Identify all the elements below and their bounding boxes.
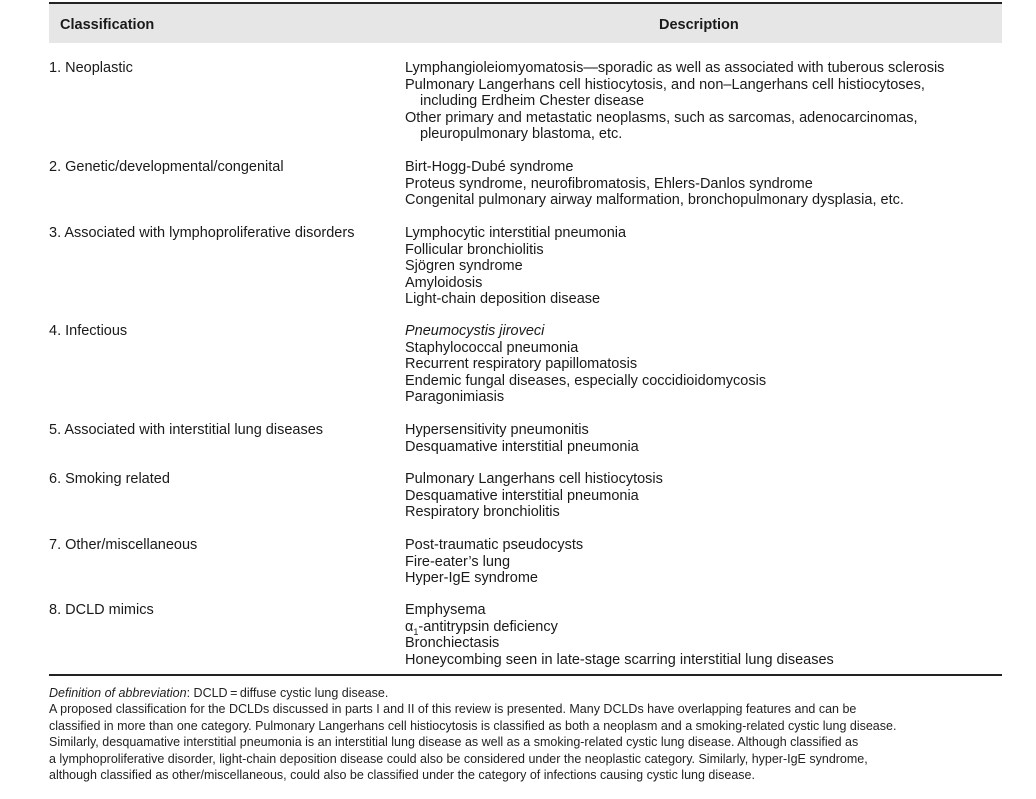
description-line: Other primary and metastatic neoplasms, such as sarcomas, adenocarcinomas, bbox=[405, 109, 918, 126]
description-line: Paragonimiasis bbox=[405, 389, 505, 405]
description-line: Recurrent respiratory papillomatosis bbox=[405, 356, 638, 372]
classification-table bbox=[49, 2, 1002, 676]
description-line bbox=[405, 619, 1005, 636]
description-line: Pulmonary Langerhans cell histiocytosis bbox=[405, 471, 663, 487]
description-line: Lymphangioleiomyomatosis—sporadic as well as associated with tuberous sclerosis bbox=[405, 60, 945, 76]
description-text: -antitrypsin deficiency bbox=[418, 618, 558, 635]
row-description bbox=[405, 159, 1005, 209]
header-classification: Classification bbox=[60, 17, 155, 33]
description-line: Birt-Hogg-Dubé syndrome bbox=[405, 159, 574, 175]
description-line: Staphylococcal pneumonia bbox=[405, 339, 579, 356]
table-bottom-rule bbox=[49, 674, 1002, 676]
row-description bbox=[405, 60, 1005, 143]
description-line: Respiratory bronchiolitis bbox=[405, 504, 560, 520]
description-line: Post-traumatic pseudocysts bbox=[405, 537, 584, 553]
row-classification: 6. Smoking related bbox=[49, 471, 170, 487]
description-line: Lymphocytic interstitial pneumonia bbox=[405, 225, 627, 241]
row-description bbox=[405, 602, 1005, 668]
row-classification: 3. Associated with lymphoproliferative disorders bbox=[49, 225, 355, 241]
row-classification: 5. Associated with interstitial lung diseases bbox=[49, 422, 324, 438]
row-description bbox=[405, 323, 1005, 406]
footnote-abbrev-label: Definition of abbreviation bbox=[49, 686, 187, 700]
description-line: Fire-eater’s lung bbox=[405, 553, 511, 570]
greek-prefix: α bbox=[405, 618, 414, 635]
row-classification: 4. Infectious bbox=[49, 323, 128, 339]
description-line: pleuropulmonary blastoma, etc. bbox=[420, 126, 623, 142]
description-line: Desquamative interstitial pneumonia bbox=[405, 438, 639, 455]
footnote-abbreviation bbox=[49, 685, 1009, 701]
row-classification: 8. DCLD mimics bbox=[49, 602, 154, 618]
description-line: Follicular bronchiolitis bbox=[405, 241, 544, 258]
footnote-line: A proposed classification for the DCLDs discussed in parts I and II of this review is presented. Many DCLDs have overlapping features and can be bbox=[49, 702, 857, 717]
description-line: Pneumocystis jiroveci bbox=[405, 323, 545, 339]
description-line: Hyper-IgE syndrome bbox=[405, 570, 538, 586]
description-line: Honeycombing seen in late-stage scarring interstitial lung diseases bbox=[405, 651, 834, 668]
row-description bbox=[405, 422, 1005, 455]
description-line: Light-chain deposition disease bbox=[405, 291, 601, 307]
footnote-line: Similarly, desquamative interstitial pneumonia is an interstitial lung disease as well as a smoking-related cystic lung disease. Although classified as bbox=[49, 735, 859, 750]
footnote-line: although classified as other/miscellaneous, could also be classified under the category of infections causing cystic lung disease. bbox=[49, 768, 755, 783]
description-line: Hypersensitivity pneumonitis bbox=[405, 422, 589, 438]
description-line: including Erdheim Chester disease bbox=[420, 93, 645, 109]
description-line: Desquamative interstitial pneumonia bbox=[405, 487, 639, 504]
description-line: Sjögren syndrome bbox=[405, 258, 523, 274]
footnote-line: classified in more than one category. Pulmonary Langerhans cell histiocytosis is classified as both a neoplasm and a smoking-related cystic lung disease. bbox=[49, 718, 897, 733]
row-description bbox=[405, 471, 1005, 521]
header-description: Description bbox=[659, 17, 739, 33]
description-line: Pulmonary Langerhans cell histiocytosis, and non–Langerhans cell histiocytoses, bbox=[405, 76, 925, 93]
row-classification: 1. Neoplastic bbox=[49, 60, 133, 76]
description-line: Congenital pulmonary airway malformation, bronchopulmonary dysplasia, etc. bbox=[405, 192, 904, 208]
table-body bbox=[49, 43, 1002, 674]
table-footnotes bbox=[49, 685, 1009, 783]
subscript: 1 bbox=[413, 626, 419, 637]
description-line: Amyloidosis bbox=[405, 274, 483, 291]
row-description bbox=[405, 225, 1005, 308]
table-header bbox=[49, 4, 1002, 43]
row-description bbox=[405, 537, 1005, 587]
row-classification: 7. Other/miscellaneous bbox=[49, 537, 198, 553]
description-line: Endemic fungal diseases, especially coccidioidomycosis bbox=[405, 372, 767, 389]
footnote-abbrev-text: : DCLD = diffuse cystic lung disease. bbox=[186, 686, 389, 700]
description-line: Proteus syndrome, neurofibromatosis, Ehlers-Danlos syndrome bbox=[405, 175, 813, 192]
description-line: Bronchiectasis bbox=[405, 635, 500, 651]
row-classification: 2. Genetic/developmental/congenital bbox=[49, 159, 284, 175]
footnote-line: a lymphoproliferative disorder, light-chain deposition disease could also be considered under the neoplastic category. Similarly, hyper-IgE syndrome, bbox=[49, 751, 868, 766]
description-line: Emphysema bbox=[405, 602, 486, 618]
